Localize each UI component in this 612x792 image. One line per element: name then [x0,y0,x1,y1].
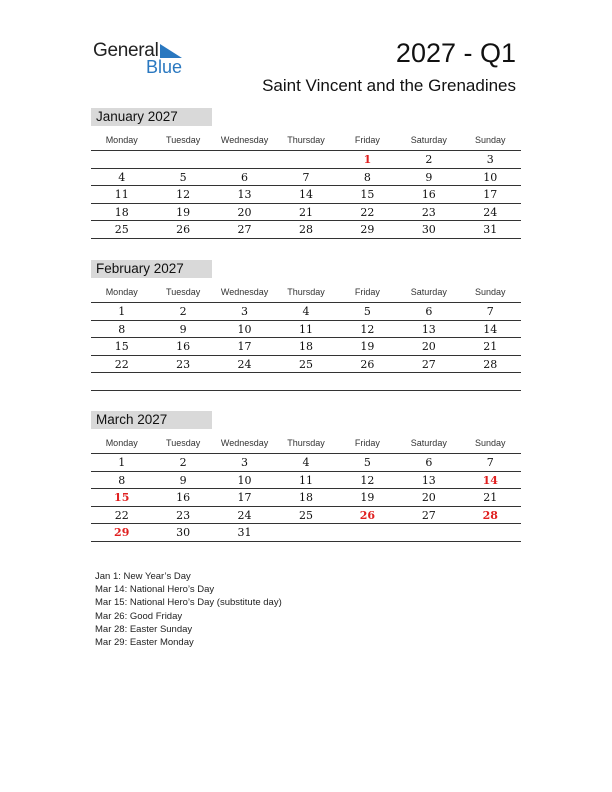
day-cell: 26 [176,223,191,236]
month-january [91,108,521,239]
day-cell: 11 [298,473,313,487]
day-cell: 28 [483,357,498,371]
day-cell: 21 [483,340,498,353]
holiday-note: Mar 28: Easter Sunday [95,623,193,635]
week-row [91,186,521,204]
weekday-label: Saturday [410,135,447,145]
day-cell [337,524,398,541]
day-cell: 8 [118,322,126,336]
day-cell: 10 [237,322,252,336]
month-label: February 2027 [91,260,212,278]
holiday-note: Mar 26: Good Friday [95,610,183,622]
month-grid [91,151,521,239]
day-cell [460,373,521,390]
day-cell: 23 [421,205,436,219]
day-cell: 4 [118,170,126,184]
day-cell: 20 [421,340,436,353]
day-cell: 15 [360,188,375,201]
day-cell: 12 [360,322,375,336]
week-row [91,489,521,507]
day-cell: 13 [237,188,252,201]
weekday-label: Saturday [410,287,447,297]
day-cell: 28 [298,223,313,236]
country-name: Saint Vincent and the Grenadines [262,76,516,95]
day-cell [398,373,459,390]
day-cell: 24 [483,205,498,219]
month-march [91,411,521,542]
weekday-label: Wednesday [220,135,269,145]
day-cell: 21 [483,491,498,504]
day-cell: 1 [118,456,126,469]
weekday-label: Sunday [474,287,506,297]
day-cell: 5 [363,305,371,318]
day-cell: 15 [114,491,130,504]
day-cell: 8 [118,473,126,487]
day-cell: 5 [363,456,371,469]
day-cell: 12 [176,188,191,201]
weekday-label: Thursday [287,438,325,448]
day-cell: 16 [176,491,191,504]
day-cell: 19 [176,205,191,219]
day-cell [214,373,275,390]
day-cell: 2 [179,456,187,469]
day-cell: 20 [237,205,252,219]
day-cell [460,524,521,541]
week-row [91,303,521,321]
day-cell: 8 [363,170,371,184]
day-cell [275,151,336,168]
day-cell: 5 [179,170,187,184]
weekday-label: Monday [105,287,138,297]
weekday-label: Thursday [287,135,325,145]
day-cell: 2 [179,305,187,318]
day-cell: 2 [425,153,433,166]
day-cell: 31 [237,526,252,539]
day-cell: 30 [421,223,436,236]
month-february [91,260,521,391]
holiday-note: Mar 14: National Hero’s Day [95,584,215,596]
day-cell [152,151,213,168]
day-cell: 30 [176,526,191,539]
weekday-label: Monday [105,135,138,145]
day-cell: 31 [483,223,498,236]
day-cell: 27 [421,357,436,371]
weekday-label: Friday [354,438,380,448]
day-cell [152,373,213,390]
day-cell: 1 [363,153,372,166]
logo-text-blue: Blue [146,57,183,77]
day-cell: 29 [114,526,130,539]
day-cell: 4 [302,305,310,318]
week-row [91,524,521,542]
week-row [91,204,521,222]
weekday-label: Tuesday [166,438,201,448]
week-row [91,221,521,239]
day-cell: 6 [425,456,433,469]
week-row [91,321,521,339]
day-cell: 19 [360,491,375,504]
week-row [91,373,521,391]
week-row [91,472,521,490]
logo [93,40,193,78]
day-cell: 6 [425,305,433,318]
day-cell: 25 [298,508,313,522]
day-cell: 12 [360,473,375,487]
day-cell: 13 [421,322,436,336]
week-row [91,169,521,187]
weekday-label: Tuesday [166,287,201,297]
logo-text-general: General [93,40,159,61]
day-cell [398,524,459,541]
month-grid [91,303,521,391]
page-title: 2027 - Q1 [395,38,516,68]
day-cell: 22 [360,205,375,219]
day-cell: 3 [486,153,494,166]
holiday-note: Mar 15: National Hero’s Day (substitute day) [95,597,282,609]
weekday-header [91,433,521,454]
day-cell [91,373,152,390]
day-cell: 18 [298,491,313,504]
weekday-label: Thursday [287,287,325,297]
day-cell: 18 [298,340,313,353]
weekday-label: Tuesday [166,135,201,145]
week-row [91,151,521,169]
day-cell: 26 [360,357,375,371]
day-cell: 22 [114,508,129,522]
week-row [91,338,521,356]
day-cell: 17 [483,188,498,201]
day-cell: 23 [176,357,191,371]
day-cell: 21 [298,205,313,219]
day-cell: 7 [486,305,494,318]
weekday-label: Monday [105,438,138,448]
day-cell: 29 [360,223,375,236]
day-cell [214,151,275,168]
day-cell: 17 [237,491,252,504]
day-cell: 27 [237,223,252,236]
day-cell [275,373,336,390]
day-cell: 22 [114,357,129,371]
day-cell: 16 [421,188,436,201]
weekday-label: Friday [354,135,380,145]
day-cell: 26 [359,508,376,522]
day-cell: 10 [237,473,252,487]
day-cell: 14 [298,188,313,201]
day-cell: 3 [241,456,249,469]
day-cell: 3 [241,305,249,318]
day-cell: 20 [421,491,436,504]
week-row [91,356,521,374]
month-grid [91,454,521,542]
day-cell: 27 [421,508,436,522]
weekday-label: Sunday [474,135,506,145]
day-cell: 14 [482,473,498,487]
day-cell: 10 [483,170,498,184]
day-cell: 11 [114,188,129,201]
day-cell: 6 [241,170,249,184]
day-cell [275,524,336,541]
day-cell [337,373,398,390]
weekday-label: Wednesday [220,438,269,448]
day-cell: 28 [482,508,498,522]
logo-triangle-icon [160,44,182,58]
week-row [91,507,521,525]
holiday-note: Mar 29: Easter Monday [95,637,194,649]
day-cell [91,151,152,168]
day-cell: 7 [486,456,494,469]
weekday-label: Saturday [410,438,447,448]
weekday-label: Friday [354,287,380,297]
day-cell: 9 [425,170,433,184]
weekday-header [91,130,521,151]
weekday-label: Sunday [474,438,506,448]
day-cell: 4 [302,456,310,469]
weekday-header [91,282,521,303]
holiday-note: Jan 1: New Year’s Day [95,571,191,582]
day-cell: 25 [298,357,313,371]
month-label: January 2027 [91,108,212,126]
day-cell: 11 [298,322,313,336]
weekday-label: Wednesday [220,287,269,297]
day-cell: 16 [176,340,191,353]
day-cell: 25 [114,223,129,236]
week-row [91,454,521,472]
day-cell: 24 [237,508,252,522]
day-cell: 24 [237,357,252,371]
day-cell: 7 [302,170,310,184]
day-cell: 23 [176,508,191,522]
day-cell: 17 [237,340,252,353]
day-cell: 19 [360,340,375,353]
day-cell: 13 [421,473,436,487]
day-cell: 9 [179,322,187,336]
day-cell: 14 [483,322,498,336]
holiday-notes [95,570,282,649]
day-cell: 15 [114,340,129,353]
day-cell: 9 [179,473,187,487]
day-cell: 18 [114,205,129,219]
day-cell: 1 [118,305,126,318]
month-label: March 2027 [91,411,212,429]
